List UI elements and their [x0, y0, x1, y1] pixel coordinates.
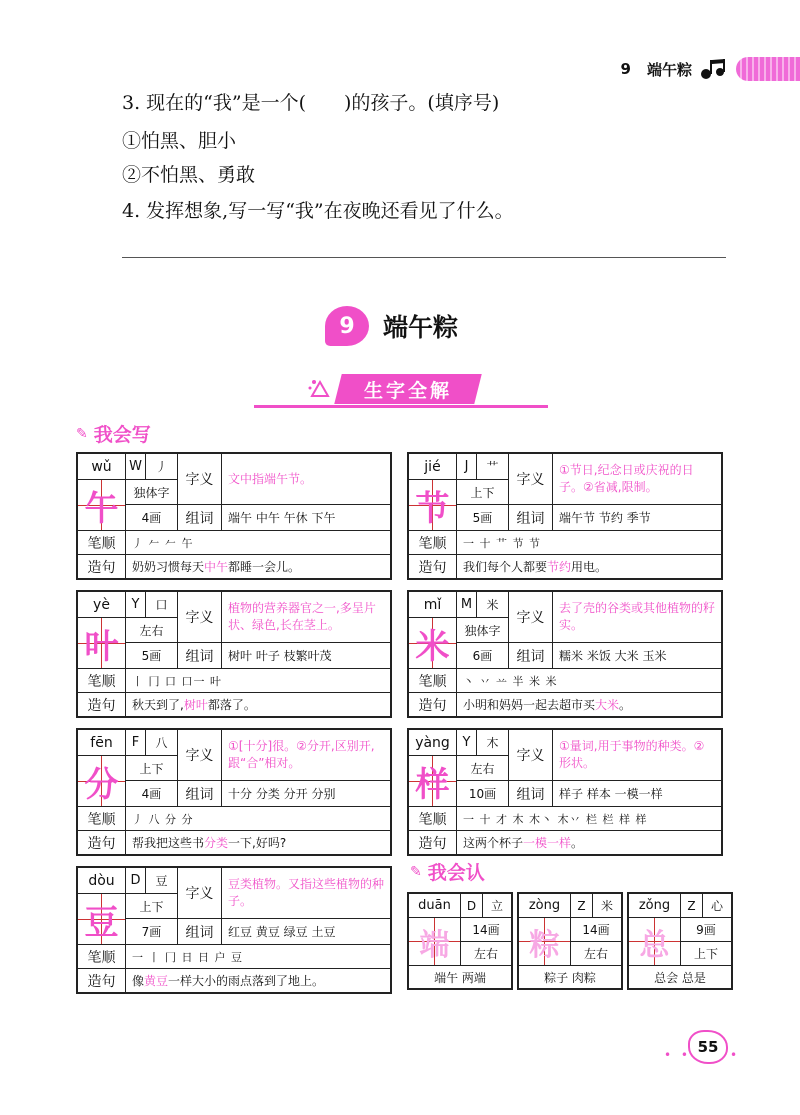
section-recognize-label: 我会认	[427, 862, 485, 884]
initial-letter: Y	[457, 730, 477, 756]
sentence-highlight: 大米	[595, 698, 620, 712]
banner-title: 生字全解	[363, 380, 452, 402]
initial-letter: Z	[571, 894, 593, 918]
radical: 豆	[146, 868, 178, 894]
words: 端午 中午 午休 下午	[222, 505, 390, 531]
meaning: ①节日,纪念日或庆祝的日子。②省减,限制。	[553, 454, 721, 505]
meaning-label: 字义	[509, 454, 553, 505]
stroke-order: 丿 𠂉 𠂉 午	[126, 531, 390, 555]
sentence-label: 造句	[78, 969, 126, 992]
words-label: 组词	[178, 919, 222, 945]
option-1: ①怕黑、胆小	[122, 130, 237, 152]
character-grid	[519, 918, 571, 966]
radical: 心	[703, 894, 731, 918]
character-grid	[78, 480, 126, 531]
structure: 左右	[461, 942, 511, 966]
sentence-label: 造句	[78, 831, 126, 854]
character: 端	[419, 927, 450, 963]
structure: 上下	[457, 480, 509, 505]
sentence-highlight: 黄豆	[144, 974, 169, 988]
meaning-label: 字义	[509, 592, 553, 643]
initial-letter: F	[126, 730, 146, 756]
stroke-order: 丿 八 分 分	[126, 807, 390, 831]
stroke-count: 4画	[126, 781, 178, 807]
meaning-label: 字义	[178, 592, 222, 643]
order-label: 笔顺	[78, 669, 126, 693]
sentence-label: 造句	[409, 555, 457, 578]
option-2: ②不怕黑、勇敢	[122, 164, 256, 186]
initial-letter: Y	[126, 592, 146, 618]
header-stripe-bar	[736, 57, 800, 81]
character-grid	[78, 618, 126, 669]
recognize-card	[627, 892, 733, 990]
pinyin: zòng	[519, 894, 571, 918]
initial-letter: Z	[681, 894, 703, 918]
structure: 左右	[126, 618, 178, 643]
sentence	[126, 555, 390, 578]
radical: 木	[477, 730, 509, 756]
sentence	[457, 555, 721, 578]
character-grid	[78, 756, 126, 807]
character-grid	[409, 618, 457, 669]
stroke-order: 丶 丷 䒑 半 米 米	[457, 669, 721, 693]
page-number: 55	[688, 1030, 728, 1064]
stroke-order: 一 十 艹 节 节	[457, 531, 721, 555]
pinyin: duān	[409, 894, 461, 918]
stroke-count: 14画	[461, 918, 511, 942]
structure: 上下	[126, 756, 178, 781]
sentence-label: 造句	[78, 555, 126, 578]
sentence	[126, 831, 390, 854]
character: 豆	[84, 902, 119, 943]
sentence-highlight: 中午	[204, 560, 229, 574]
sentence-highlight: 分类	[204, 836, 229, 850]
character-grid	[78, 894, 126, 945]
character: 米	[415, 626, 450, 667]
words: 红豆 黄豆 绿豆 土豆	[222, 919, 390, 945]
sentence-highlight: 一模一样	[523, 836, 572, 850]
sentence-post: 一样大小的雨点落到了地上。	[168, 974, 325, 988]
order-label: 笔顺	[78, 807, 126, 831]
character: 午	[84, 488, 119, 529]
pencil-icon: ✎	[76, 425, 88, 442]
sentence-post: 都睡一会儿。	[228, 560, 301, 574]
order-label: 笔顺	[409, 669, 457, 693]
radical: 丿	[146, 454, 178, 480]
order-label: 笔顺	[78, 945, 126, 969]
char-card	[76, 452, 392, 580]
radical: 米	[477, 592, 509, 618]
section-banner	[254, 374, 548, 410]
stroke-count: 9画	[681, 918, 731, 942]
words: 总会 总是	[654, 970, 706, 985]
radical: 口	[146, 592, 178, 618]
pinyin: wǔ	[78, 454, 126, 480]
words-label: 组词	[509, 643, 553, 669]
stroke-count: 7画	[126, 919, 178, 945]
question-4: 4. 发挥想象,写一写“我”在夜晚还看见了什么。	[122, 200, 514, 222]
recognize-card	[517, 892, 623, 990]
stroke-count: 4画	[126, 505, 178, 531]
pinyin: zǒng	[629, 894, 681, 918]
character: 叶	[84, 626, 119, 667]
radical: 八	[146, 730, 178, 756]
character-grid	[629, 918, 681, 966]
sentence-pre: 这两个杯子	[463, 836, 524, 850]
sentence-post: 都落了。	[207, 698, 256, 712]
pinyin: dòu	[78, 868, 126, 894]
section-write-heading	[76, 420, 151, 447]
sentence-highlight: 节约	[547, 560, 572, 574]
pinyin: mǐ	[409, 592, 457, 618]
sentence	[457, 831, 721, 854]
character: 分	[84, 764, 119, 805]
meaning: 植物的营养器官之一,多呈片状、绿色,长在茎上。	[222, 592, 390, 643]
words: 糯米 米饭 大米 玉米	[553, 643, 721, 669]
words-label: 组词	[178, 505, 222, 531]
words: 树叶 叶子 枝繁叶茂	[222, 643, 390, 669]
meaning: 文中指端午节。	[222, 454, 390, 505]
pencil-icon: ✎	[410, 863, 422, 880]
section-write-label: 我会写	[93, 424, 151, 446]
char-card	[407, 590, 723, 718]
pinyin: jié	[409, 454, 457, 480]
meaning-label: 字义	[178, 730, 222, 781]
initial-letter: D	[461, 894, 483, 918]
char-card	[76, 728, 392, 856]
char-card	[407, 728, 723, 856]
sentence-pre: 小明和妈妈一起去超市买	[463, 698, 596, 712]
decor-dots-left: • •	[664, 1048, 691, 1062]
meaning-label: 字义	[509, 730, 553, 781]
recognize-card	[407, 892, 513, 990]
sentence-pre: 我们每个人都要	[463, 560, 548, 574]
words: 十分 分类 分开 分别	[222, 781, 390, 807]
sentence	[126, 969, 390, 992]
words-label: 组词	[178, 643, 222, 669]
header-lesson-title: 端午粽	[646, 60, 692, 79]
stroke-count: 6画	[457, 643, 509, 669]
decor-dots-right: •	[730, 1048, 741, 1062]
pinyin: fēn	[78, 730, 126, 756]
meaning: ①量词,用于事物的种类。②形状。	[553, 730, 721, 781]
banner-underline	[254, 405, 548, 408]
sentence-label: 造句	[78, 693, 126, 716]
character: 节	[415, 488, 450, 529]
order-label: 笔顺	[78, 531, 126, 555]
sentence-post: 。	[571, 836, 584, 850]
character: 总	[639, 927, 670, 963]
radical: 立	[483, 894, 511, 918]
structure: 上下	[681, 942, 731, 966]
structure: 上下	[126, 894, 178, 919]
char-card	[407, 452, 723, 580]
meaning: 豆类植物。又指这些植物的种子。	[222, 868, 390, 919]
character-grid	[409, 756, 457, 807]
sparkle-icon	[306, 376, 334, 404]
words-label: 组词	[178, 781, 222, 807]
meaning-label: 字义	[178, 868, 222, 919]
stroke-count: 5画	[126, 643, 178, 669]
music-note-icon	[696, 56, 734, 82]
pinyin: yè	[78, 592, 126, 618]
character-grid	[409, 480, 457, 531]
sentence-label: 造句	[409, 693, 457, 716]
question-3: 3. 现在的“我”是一个( )的孩子。(填序号)	[122, 92, 500, 114]
stroke-order: 丨 冂 口 口一 叶	[126, 669, 390, 693]
words-label: 组词	[509, 505, 553, 531]
order-label: 笔顺	[409, 807, 457, 831]
section-recognize-heading	[410, 858, 485, 885]
order-label: 笔顺	[409, 531, 457, 555]
initial-letter: J	[457, 454, 477, 480]
stroke-order: 一 十 才 木 木丶 木丷 栏 栏 样 样	[457, 807, 721, 831]
radical: 米	[593, 894, 621, 918]
sentence-pre: 帮我把这些书	[132, 836, 205, 850]
meaning: ①[十分]很。②分开,区别开,跟“合”相对。	[222, 730, 390, 781]
sentence-label: 造句	[409, 831, 457, 854]
structure: 左右	[457, 756, 509, 781]
stroke-count: 10画	[457, 781, 509, 807]
lesson-title: 端午粽	[383, 313, 459, 342]
structure: 左右	[571, 942, 621, 966]
meaning-label: 字义	[178, 454, 222, 505]
lesson-heading	[325, 306, 458, 346]
char-card	[76, 590, 392, 718]
words: 粽子 肉粽	[544, 970, 596, 985]
meaning: 去了壳的谷类或其他植物的籽实。	[553, 592, 721, 643]
sentence-post: 一下,好吗?	[228, 836, 287, 850]
stroke-order: 一 丨 冂 日 日 户 豆	[126, 945, 390, 969]
stroke-count: 5画	[457, 505, 509, 531]
initial-letter: M	[457, 592, 477, 618]
sentence-post: 。	[619, 698, 632, 712]
character: 粽	[529, 927, 560, 963]
pinyin: yàng	[409, 730, 457, 756]
sentence-highlight: 树叶	[183, 698, 208, 712]
running-header	[621, 52, 800, 86]
structure: 独体字	[126, 480, 178, 505]
sentence-pre: 秋天到了,	[132, 698, 184, 712]
sentence	[126, 693, 390, 716]
structure: 独体字	[457, 618, 509, 643]
words: 端午 两端	[434, 970, 486, 985]
header-lesson-number: 9	[620, 60, 631, 78]
character-grid	[409, 918, 461, 966]
sentence	[457, 693, 721, 716]
character: 样	[415, 764, 450, 805]
sentence-pre: 像	[132, 974, 145, 988]
answer-line	[122, 257, 726, 258]
sentence-pre: 奶奶习惯每天	[132, 560, 205, 574]
initial-letter: W	[126, 454, 146, 480]
initial-letter: D	[126, 868, 146, 894]
words-label: 组词	[509, 781, 553, 807]
words: 端午节 节约 季节	[553, 505, 721, 531]
char-card	[76, 866, 392, 994]
stroke-count: 14画	[571, 918, 621, 942]
sentence-post: 用电。	[571, 560, 608, 574]
radical: 艹	[477, 454, 509, 480]
lesson-number-bubble: 9	[325, 306, 369, 346]
words: 样子 样本 一模一样	[553, 781, 721, 807]
